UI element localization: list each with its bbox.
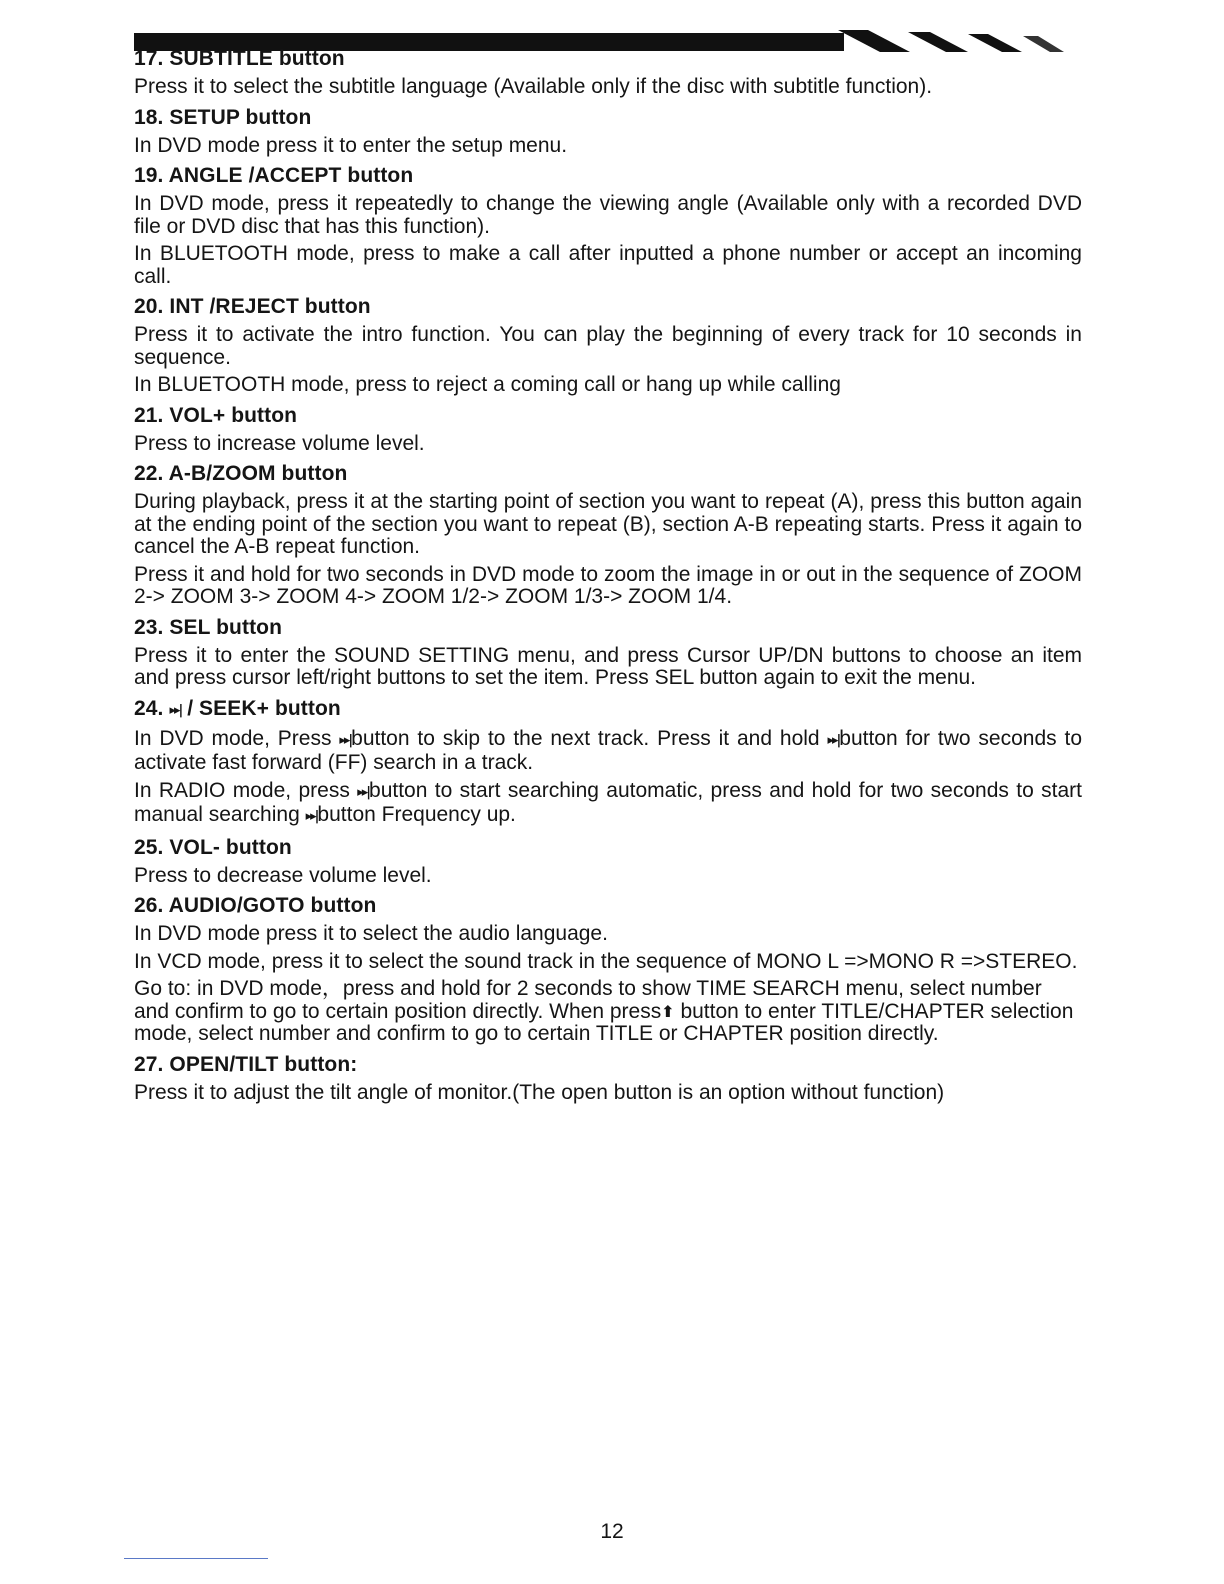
item-subtitle-button xyxy=(134,46,1082,99)
text-run: In DVD mode, Press xyxy=(134,726,332,750)
item-description: In DVD mode press it to enter the setup menu. xyxy=(134,133,568,157)
next-track-icon: ▸▸| xyxy=(357,784,370,800)
text-run: Go to: in DVD mode，press and hold for 2 seconds to show TIME SEARCH menu, select number and confirm to go to certain position directly. When press xyxy=(134,977,1042,1023)
item-description: During playback, press it at the starting point of section you want to repeat (A), press this button again at the ending point of the section you want to repeat (B), section A-B repeating starts. Press it again to cancel the A-B repeat function. xyxy=(134,490,1082,558)
next-track-icon: ▸▸| xyxy=(339,732,352,748)
item-setup-button xyxy=(134,105,1082,158)
item-ab-zoom-button xyxy=(134,461,1082,609)
item-description: Press it to adjust the tilt angle of monitor.(The open button is an option without function) xyxy=(134,1080,945,1104)
item-description: In VCD mode, press it to select the sound track in the sequence of MONO L =>MONO R =>STEREO. xyxy=(134,949,1078,973)
item-description: Press it to enter the SOUND SETTING menu, and press Cursor UP/DN buttons to choose an item and press cursor left/right buttons to set the item. Press SEL button again to exit the menu. xyxy=(134,643,1082,689)
up-arrow-icon: ⬆ xyxy=(661,1001,675,1021)
item-title: 19. ANGLE /ACCEPT button xyxy=(134,164,414,187)
item-description: Press to increase volume level. xyxy=(134,431,425,455)
item-seek-plus-button xyxy=(134,696,1082,829)
item-description: Press it to select the subtitle language (Available only if the disc with subtitle function). xyxy=(134,75,933,98)
text-run: button Frequency up. xyxy=(317,803,516,826)
item-description: In BLUETOOTH mode, press to make a call after inputted a phone number or accept an incoming call. xyxy=(134,242,1082,288)
item-title xyxy=(134,696,1082,724)
item-audio-goto-button xyxy=(134,893,1082,1046)
item-open-tilt-button xyxy=(134,1052,1082,1105)
text-run: In RADIO mode, press xyxy=(134,778,350,802)
item-title: 22. A-B/ZOOM button xyxy=(134,462,348,485)
item-description: Press it and hold for two seconds in DVD mode to zoom the image in or out in the sequence of ZOOM 2-> ZOOM 3-> ZOOM 4-> ZOOM 1/2-> ZOOM 1/3-> ZOOM 1/4. xyxy=(134,562,1082,608)
item-description: Press to decrease volume level. xyxy=(134,863,432,887)
manual-content xyxy=(134,46,1082,1110)
next-track-icon: ▸▸| xyxy=(305,809,318,824)
item-description: In DVD mode press it to select the audio language. xyxy=(134,922,608,945)
item-vol-minus-button xyxy=(134,835,1082,888)
text-run: button to skip to the next track. Press it and hold xyxy=(351,726,820,750)
item-title: 21. VOL+ button xyxy=(134,403,298,427)
item-title: 18. SETUP button xyxy=(134,105,312,129)
item-title: 20. INT /REJECT button xyxy=(134,295,371,318)
text-run: button for two seconds to activate fast forward (FF) search in a track. xyxy=(134,726,1083,774)
item-title: 26. AUDIO/GOTO button xyxy=(134,894,377,917)
text-run: button to start searching automatic, press and hold for two seconds to start manual searching xyxy=(134,778,1082,826)
item-title-text: / SEEK+ button xyxy=(187,696,341,720)
item-description xyxy=(134,978,1082,1046)
next-track-icon: ▸▸| xyxy=(827,732,840,748)
item-description: Press it to activate the intro function. You can play the beginning of every track for 10 seconds in sequence. xyxy=(134,323,1082,369)
item-vol-plus-button xyxy=(134,403,1082,456)
item-title: 17. SUBTITLE button xyxy=(134,47,345,70)
item-description xyxy=(134,780,1082,829)
item-title: 23. SEL button xyxy=(134,615,283,639)
item-number: 24. xyxy=(134,696,164,720)
item-description: In BLUETOOTH mode, press to reject a coming call or hang up while calling xyxy=(134,373,841,396)
item-title: 25. VOL- button xyxy=(134,835,292,859)
text-run: button to enter TITLE/CHAPTER selection mode, select number and confirm to go to certain TITLE or CHAPTER position directly. xyxy=(134,999,1074,1045)
item-description xyxy=(134,728,1082,775)
page-number: 12 xyxy=(600,1520,624,1543)
item-angle-accept-button xyxy=(134,163,1082,288)
item-int-reject-button xyxy=(134,294,1082,397)
footer-rule xyxy=(124,1558,268,1559)
item-title: 27. OPEN/TILT button: xyxy=(134,1052,358,1076)
item-sel-button xyxy=(134,615,1082,690)
next-track-icon: ▸▸| xyxy=(169,702,182,718)
item-description: In DVD mode, press it repeatedly to change the viewing angle (Available only with a recorded DVD file or DVD disc that has this function). xyxy=(134,192,1082,238)
